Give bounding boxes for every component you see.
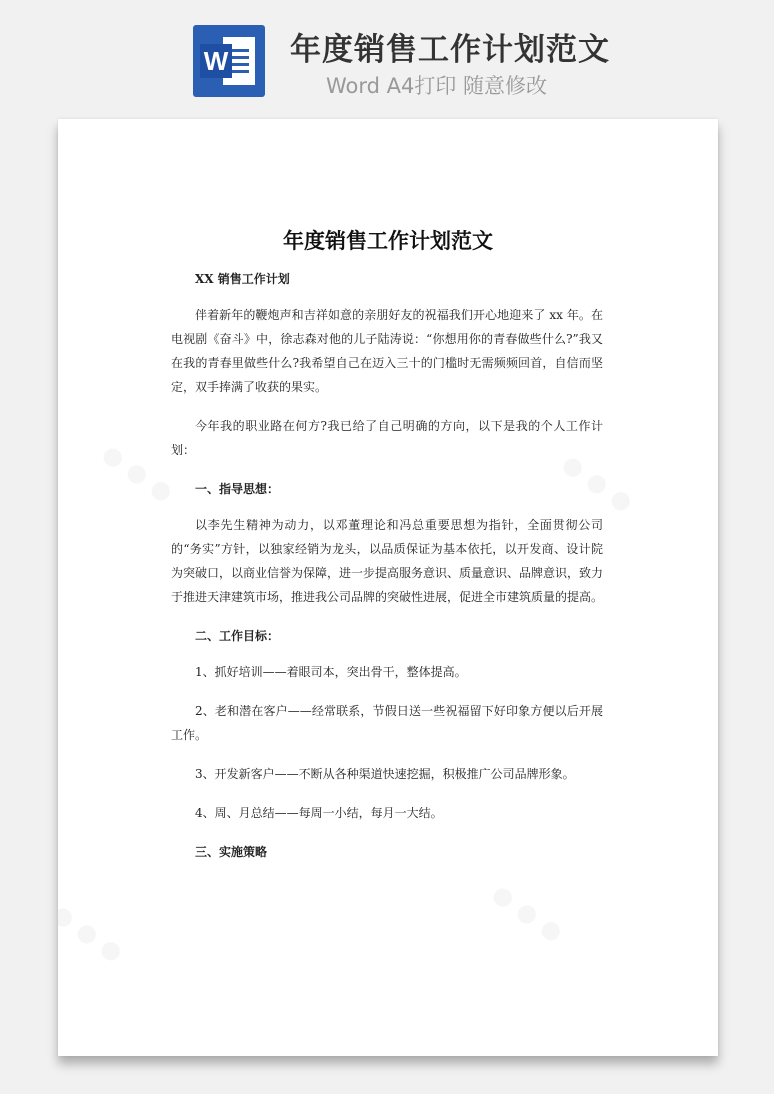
paragraph-list (171, 303, 603, 864)
banner (0, 0, 774, 118)
word-doc-icon (193, 25, 265, 97)
document-title: 年度销售工作计划范文 (283, 228, 493, 253)
watermark (58, 899, 128, 968)
watermark (97, 439, 178, 508)
paragraph: 4、周、月总结——每周一小结，每月一大结。 (195, 806, 443, 820)
section-heading: 三、实施策略 (195, 845, 268, 859)
paragraph: 1、抓好培训——着眼司本，突出骨干，整体提高。 (195, 665, 467, 679)
word-logo-letter: W (200, 44, 232, 78)
watermark (487, 879, 568, 948)
document-subtitle: XX 销售工作计划 (195, 272, 290, 286)
paragraph: 以李先生精神为动力，以邓董理论和冯总重要思想为指针，全面贯彻公司的“务实”方针，以独家经销为龙头，以品质保证为基本依托，以开发商、设计院为突破口，以商业信誉为保障，进一步提高服务意识、质量意识、品牌意识，致力于推进天津建筑市场，推进我公司品牌的突破性进展，促进全市建筑质量的提高。 (171, 518, 604, 604)
document-page (58, 119, 718, 1056)
banner-title: 年度销售工作计划范文 (290, 32, 610, 68)
banner-subtitle: Word A4打印 随意修改 (326, 74, 548, 98)
paragraph: 今年我的职业路在何方?我已给了自己明确的方向，以下是我的个人工作计划： (171, 419, 603, 457)
section-heading: 一、指导思想： (195, 482, 280, 496)
document-body (171, 267, 603, 876)
paragraph: 3、开发新客户——不断从各种渠道快速挖掘，积极推广公司品牌形象。 (195, 767, 575, 781)
paragraph: 伴着新年的鞭炮声和吉祥如意的亲朋好友的祝福我们开心地迎来了 xx 年。在电视剧《奋斗》中，徐志森对他的儿子陆涛说：“你想用你的青春做些什么?”我又在我的青春里做些什么?我希望自己在迈入三十的门槛时无需频频回首，自信而坚定，双手捧满了收获的果实。 (171, 308, 603, 394)
section-heading: 二、工作目标： (195, 629, 280, 643)
paragraph: 2、老和潜在客户——经常联系，节假日送一些祝福留下好印象方便以后开展工作。 (171, 704, 603, 742)
